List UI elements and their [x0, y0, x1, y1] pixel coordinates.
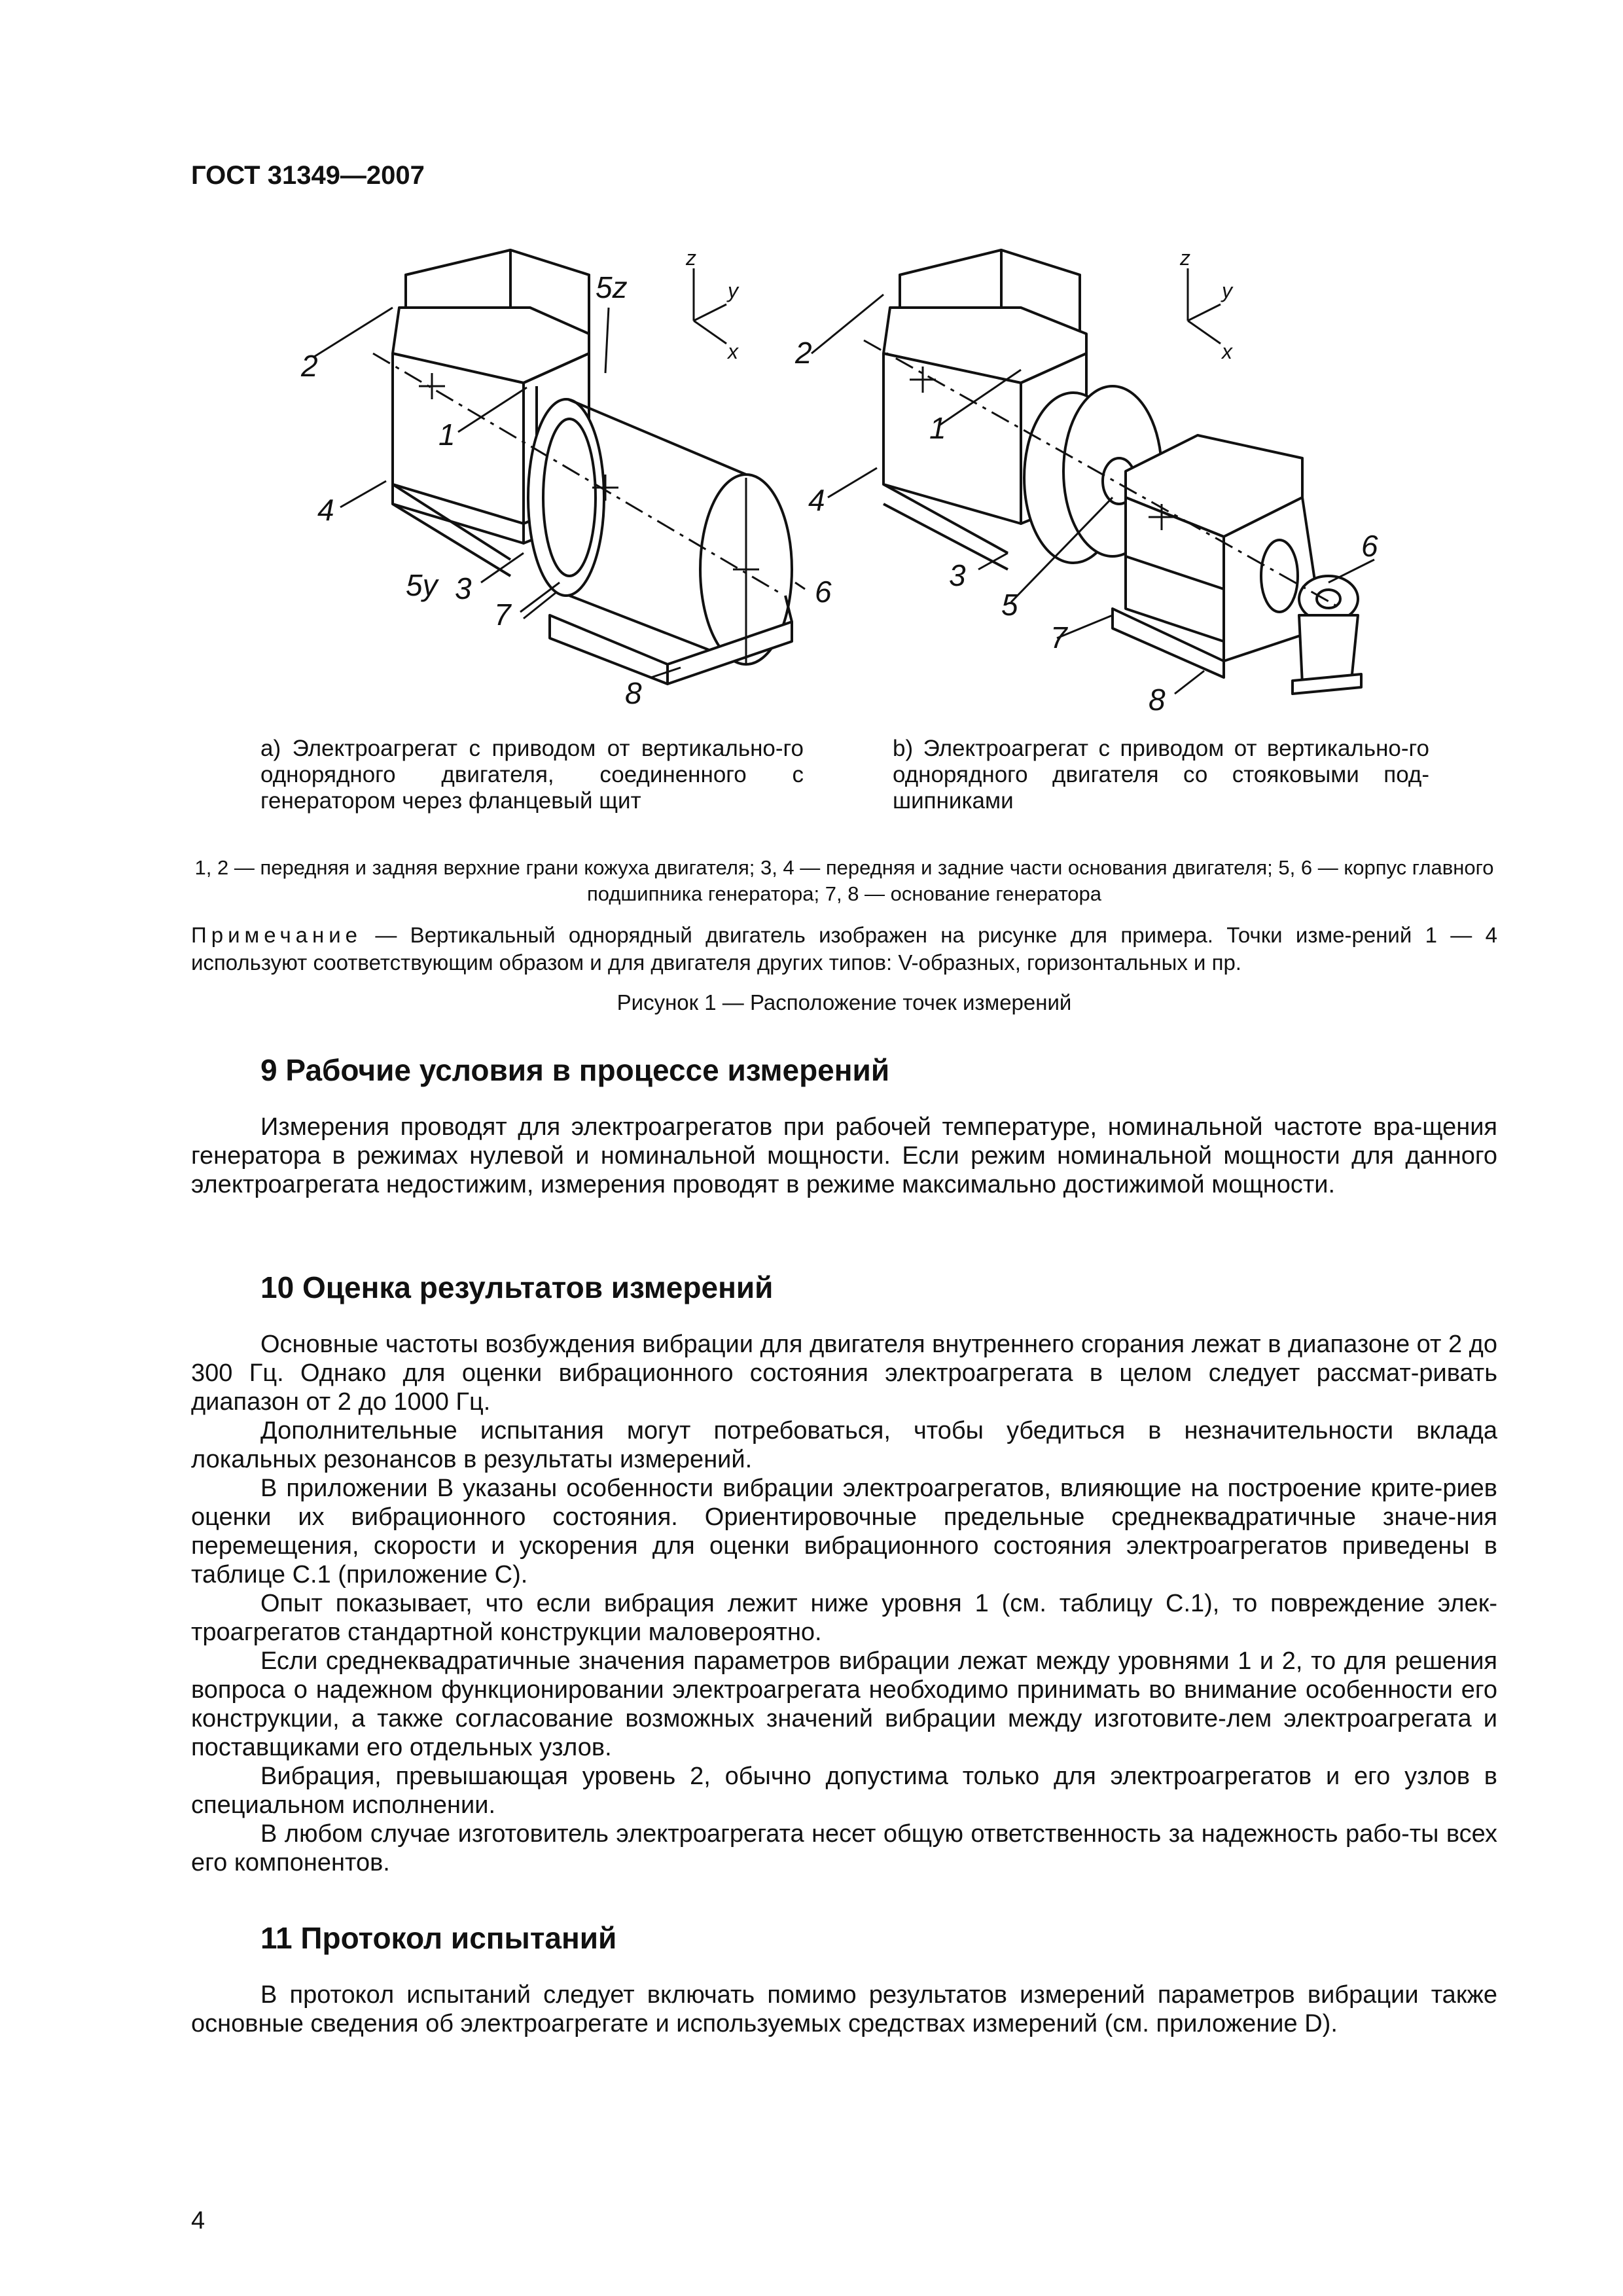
axis-x-right: x [1222, 340, 1232, 363]
paragraph: Вибрация, превышающая уровень 2, обычно допустима только для электроагрегатов и его узлов в специальном исполнении. [191, 1763, 1497, 1819]
label-left-7: 7 [494, 598, 511, 632]
section-9-body [191, 1113, 1497, 1199]
figure-caption: Рисунок 1 — Расположение точек измерений [616, 990, 1072, 1014]
axes-indicator-left-icon [694, 268, 726, 344]
axes-indicator-right-icon [1188, 268, 1221, 344]
label-right-5: 5 [1001, 588, 1018, 622]
label-right-3: 3 [949, 558, 966, 592]
section-11-body [191, 1981, 1497, 2038]
figure-note [191, 922, 1497, 977]
axis-z-right: z [1180, 246, 1190, 270]
paragraph: В протокол испытаний следует включать помимо результатов измерений параметров вибрации также основные сведения об электроагрегате и используемых средствах измерений (см. приложение D). [191, 1981, 1497, 2037]
paragraph: Основные частоты возбуждения вибрации для двигателя внутреннего сгорания лежат в диапазоне от 2 до 300 Гц. Однако для оценки вибрационного состояния электроагрегата в целом следует рассмат-ривать диапазон от 2 до 1000 Гц. [191, 1331, 1497, 1416]
figure-legend: 1, 2 — передняя и задняя верхние грани кожуха двигателя; 3, 4 — передняя и задние части основания двигателя; 5, 6 — корпус главного подшипника генератора; 7, 8 — основание генератора [194, 856, 1494, 905]
paragraph: Опыт показывает, что если вибрация лежит ниже уровня 1 (см. таблицу С.1), то повреждение элек-троагрегатов стандартной конструкции маловероятно. [191, 1590, 1497, 1646]
label-left-5z: 5z [596, 270, 628, 304]
figure-caption-b: b) Электроагрегат с приводом от вертикально-го однорядного двигателя со стояковыми под-шипниками [893, 736, 1429, 814]
axis-y-left: y [728, 279, 738, 302]
label-right-8: 8 [1149, 683, 1166, 717]
label-left-6: 6 [815, 575, 832, 609]
axis-y-right: y [1222, 279, 1232, 302]
label-right-1: 1 [929, 411, 946, 445]
section-9-title: 9 Рабочие условия в процессе измерений [260, 1053, 890, 1087]
paragraph: Измерения проводят для электроагрегатов при рабочей температуре, номинальной частоте вра-щения генератора в режимах нулевой и номинальной мощности. Если режим номинальной мощности для данного электроагрегата недостижим, измерения проводят в режиме максимально достижимой мощности. [191, 1113, 1497, 1198]
figure-caption-a: a) Электроагрегат с приводом от вертикально-го однорядного двигателя, соединенного с генератором через фланцевый щит [260, 736, 804, 814]
figure-1-drawing [0, 0, 1623, 726]
section-11-title: 11 Протокол испытаний [260, 1921, 617, 1955]
label-left-8: 8 [625, 676, 642, 710]
label-right-2: 2 [795, 336, 812, 370]
axis-x-left: x [728, 340, 738, 363]
note-text: — Вертикальный однорядный двигатель изображен на рисунке для примера. Точки изме-рений 1 — 4 используют соответствующим образом и для двигателя других типов: V-образных, горизонтальных и пр. [191, 923, 1497, 975]
generator-right-icon [1113, 435, 1361, 694]
note-prefix: Примечание [191, 923, 363, 947]
section-10-body [191, 1330, 1497, 1877]
paragraph: В любом случае изготовитель электроагрегата несет общую ответственность за надежность рабо-ты всех его компонентов. [191, 1820, 1497, 1876]
page-number: 4 [191, 2207, 205, 2234]
label-left-4: 4 [317, 493, 334, 527]
label-right-6: 6 [1361, 529, 1378, 563]
axis-z-left: z [686, 246, 696, 270]
paragraph: В приложении В указаны особенности вибрации электроагрегатов, влияющие на построение крите-риев оценки их вибрационного состояния. Ориентировочные предельные среднеквадратичные значе-ния перемещения, скорости и ускорения для оценки вибрационного состояния электроагрегатов приведены в таблице С.1 (приложение С). [191, 1475, 1497, 1588]
label-left-1: 1 [438, 418, 455, 452]
paragraph: Дополнительные испытания могут потребоваться, чтобы убедиться в незначительности вклада локальных резонансов в результаты измерений. [191, 1417, 1497, 1473]
label-right-4: 4 [808, 483, 825, 517]
label-left-5y: 5y [406, 568, 438, 602]
generator-left-icon [528, 399, 792, 684]
label-left-2: 2 [301, 349, 318, 383]
paragraph: Если среднеквадратичные значения параметров вибрации лежат между уровнями 1 и 2, то для решения вопроса о надежном функционировании электроагрегата необходимо принимать во внимание особенности его конструкции, а также согласование возможных значений вибрации между изготовите-лем электроагрегата и поставщиками его отдельных узлов. [191, 1647, 1497, 1761]
document-header: ГОСТ 31349—2007 [191, 161, 425, 190]
label-left-3: 3 [455, 571, 472, 605]
label-right-7: 7 [1050, 620, 1067, 655]
section-10-title: 10 Оценка результатов измерений [260, 1270, 774, 1304]
